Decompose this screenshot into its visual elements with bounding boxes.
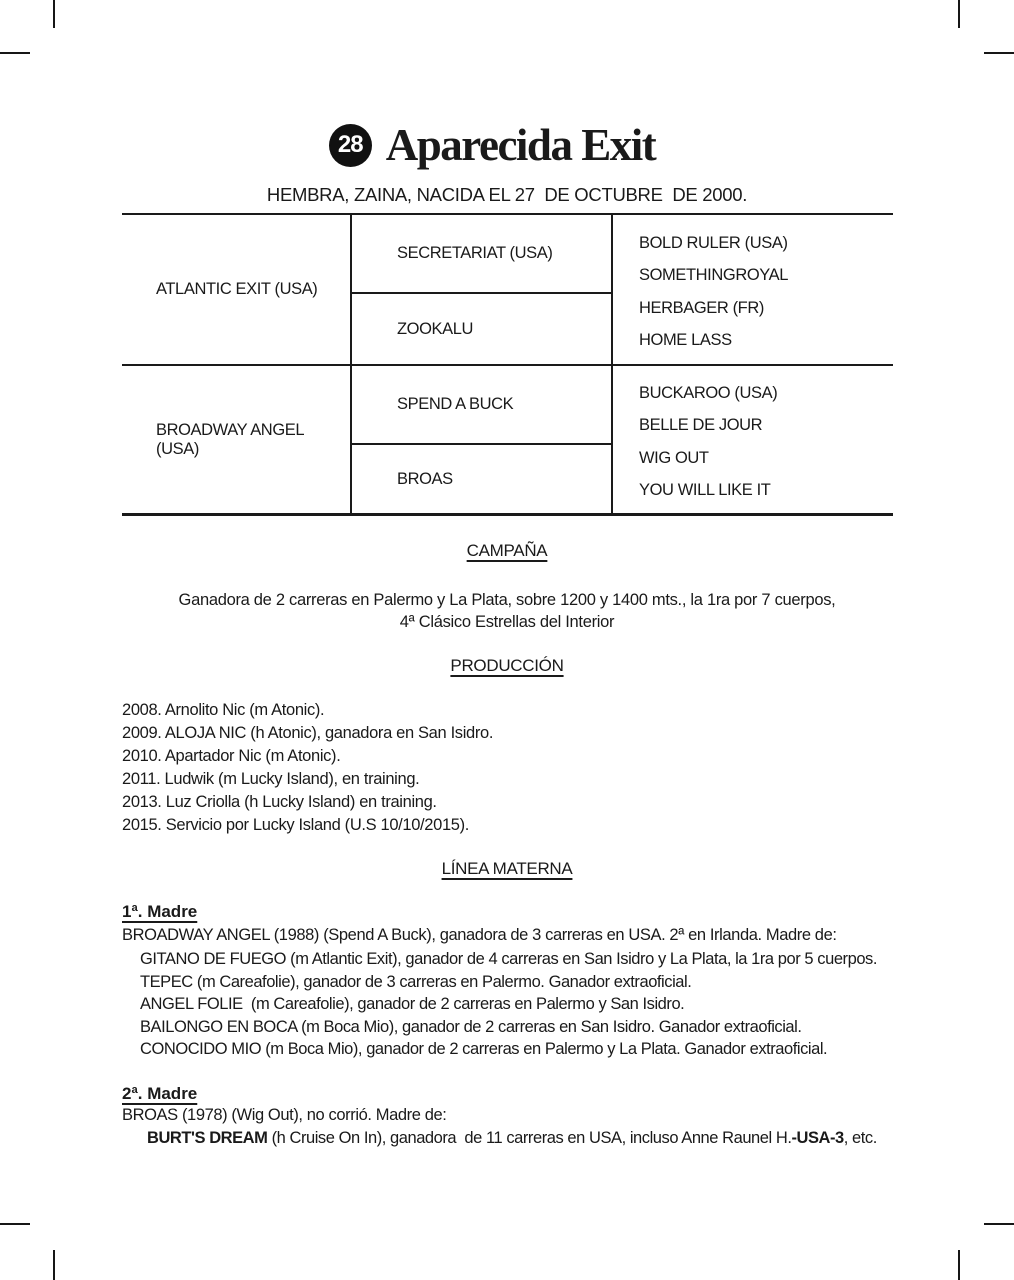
produce-text: , etc. <box>843 1129 877 1147</box>
crop-mark-bottom-left-vertical <box>53 1250 55 1280</box>
produccion-item: 2015. Servicio por Lucky Island (U.S 10/10/2015). <box>122 816 469 834</box>
produccion-item: 2010. Apartador Nic (m Atonic). <box>122 747 341 765</box>
pedigree-cell-dam-sire <box>352 366 611 443</box>
crop-mark-bottom-left-horizontal <box>0 1223 30 1225</box>
second-dam-produce-line <box>147 1129 877 1148</box>
subtitle: HEMBRA, ZAINA, NACIDA EL 27 DE OCTUBRE DE 2000. <box>266 184 748 205</box>
great-grandparent-name: SOMETHINGROYAL <box>639 266 789 285</box>
produce-rating-bold: -USA-3 <box>791 1129 844 1147</box>
great-grandparent-name: BELLE DE JOUR <box>639 416 763 435</box>
produccion-item: 2009. ALOJA NIC (h Atonic), ganadora en San Isidro. <box>122 724 494 742</box>
crop-mark-top-right-vertical <box>958 0 960 28</box>
section-heading-linea-materna: LÍNEA MATERNA <box>441 859 573 878</box>
offspring-line: CONOCIDO MIO (m Boca Mio), ganador de 2 carreras en Palermo y La Plata. Ganador extraoficial. <box>140 1040 828 1058</box>
page-header <box>0 119 999 170</box>
pedigree-cell-dam <box>122 366 350 513</box>
pedigree-table <box>122 213 893 516</box>
offspring-line: BAILONGO EN BOCA (m Boca Mio), ganador de 2 carreras en San Isidro. Ganador extraoficial. <box>140 1017 802 1036</box>
great-grandparent-name: BOLD RULER (USA) <box>639 233 788 252</box>
section-heading-produccion: PRODUCCIÓN <box>450 656 564 675</box>
great-grandparent-name: YOU WILL LIKE IT <box>639 480 771 499</box>
crop-mark-top-left-horizontal <box>0 52 30 54</box>
crop-mark-top-right-horizontal <box>984 52 1014 54</box>
second-dam-intro: BROAS (1978) (Wig Out), no corrió. Madre de: <box>122 1106 447 1124</box>
pedigree-cell-sire-grandparents <box>613 215 893 364</box>
produccion-item: 2011. Ludwik (m Lucky Island), en training. <box>122 770 420 788</box>
great-grandparent-name: BUCKAROO (USA) <box>639 384 778 403</box>
pedigree-cell-sire-sire <box>352 215 611 292</box>
dam-dam-name: BROAS <box>397 469 453 488</box>
dam-name: BROADWAY ANGEL (USA) <box>156 420 308 458</box>
campana-line: Ganadora de 2 carreras en Palermo y La Plata, sobre 1200 y 1400 mts., la 1ra por 7 cuerpos, <box>178 591 836 609</box>
great-grandparent-name: HOME LASS <box>639 331 732 350</box>
offspring-line: GITANO DE FUEGO (m Atlantic Exit), ganador de 4 carreras en San Isidro y La Plata, la 1ra por 5 cuerpos. <box>140 950 877 968</box>
crop-mark-bottom-right-vertical <box>958 1250 960 1280</box>
campana-line: 4ª Clásico Estrellas del Interior <box>399 613 615 631</box>
section-heading-campana: CAMPAÑA <box>466 541 548 560</box>
second-dam-heading: 2ª. Madre <box>122 1084 198 1103</box>
pedigree-cell-dam-grandparents <box>613 366 893 513</box>
dam-sire-name: SPEND A BUCK <box>397 395 514 413</box>
great-grandparent-name: WIG OUT <box>639 448 709 467</box>
first-dam-intro: BROADWAY ANGEL (1988) (Spend A Buck), ganadora de 3 carreras en USA. 2ª en Irlanda. Madre de: <box>122 926 837 944</box>
offspring-line: TEPEC (m Careafolie), ganador de 3 carreras en Palermo. Ganador extraoficial. <box>140 972 692 991</box>
table-border-bottom <box>122 513 893 516</box>
produccion-item: 2008. Arnolito Nic (m Atonic). <box>122 701 325 719</box>
sire-dam-name: ZOOKALU <box>397 319 474 338</box>
pedigree-cell-sire-dam <box>352 294 611 364</box>
lot-number: 28 <box>337 131 363 158</box>
produccion-list <box>122 699 493 837</box>
produce-name-bold: BURT'S DREAM <box>147 1129 268 1147</box>
sire-sire-name: SECRETARIAT (USA) <box>397 244 553 262</box>
crop-mark-top-left-vertical <box>53 0 55 28</box>
produce-text: (h Cruise On In), ganadora de 11 carreras en USA, incluso Anne Raunel H. <box>267 1129 792 1147</box>
first-dam-offspring-list <box>140 948 877 1061</box>
crop-mark-bottom-right-horizontal <box>984 1223 1014 1225</box>
sire-name: ATLANTIC EXIT (USA) <box>156 280 318 298</box>
pedigree-cell-sire <box>122 215 350 364</box>
great-grandparent-name: HERBAGER (FR) <box>639 298 764 317</box>
pedigree-cell-dam-dam <box>352 445 611 513</box>
produccion-item: 2013. Luz Criolla (h Lucky Island) en training. <box>122 793 437 811</box>
campana-text <box>0 589 1014 633</box>
offspring-line: ANGEL FOLIE (m Careafolie), ganador de 2 carreras en Palermo y San Isidro. <box>140 995 685 1013</box>
first-dam-heading: 1ª. Madre <box>122 902 198 921</box>
lot-number-badge <box>329 124 372 167</box>
page-title: Aparecida Exit <box>385 119 656 170</box>
